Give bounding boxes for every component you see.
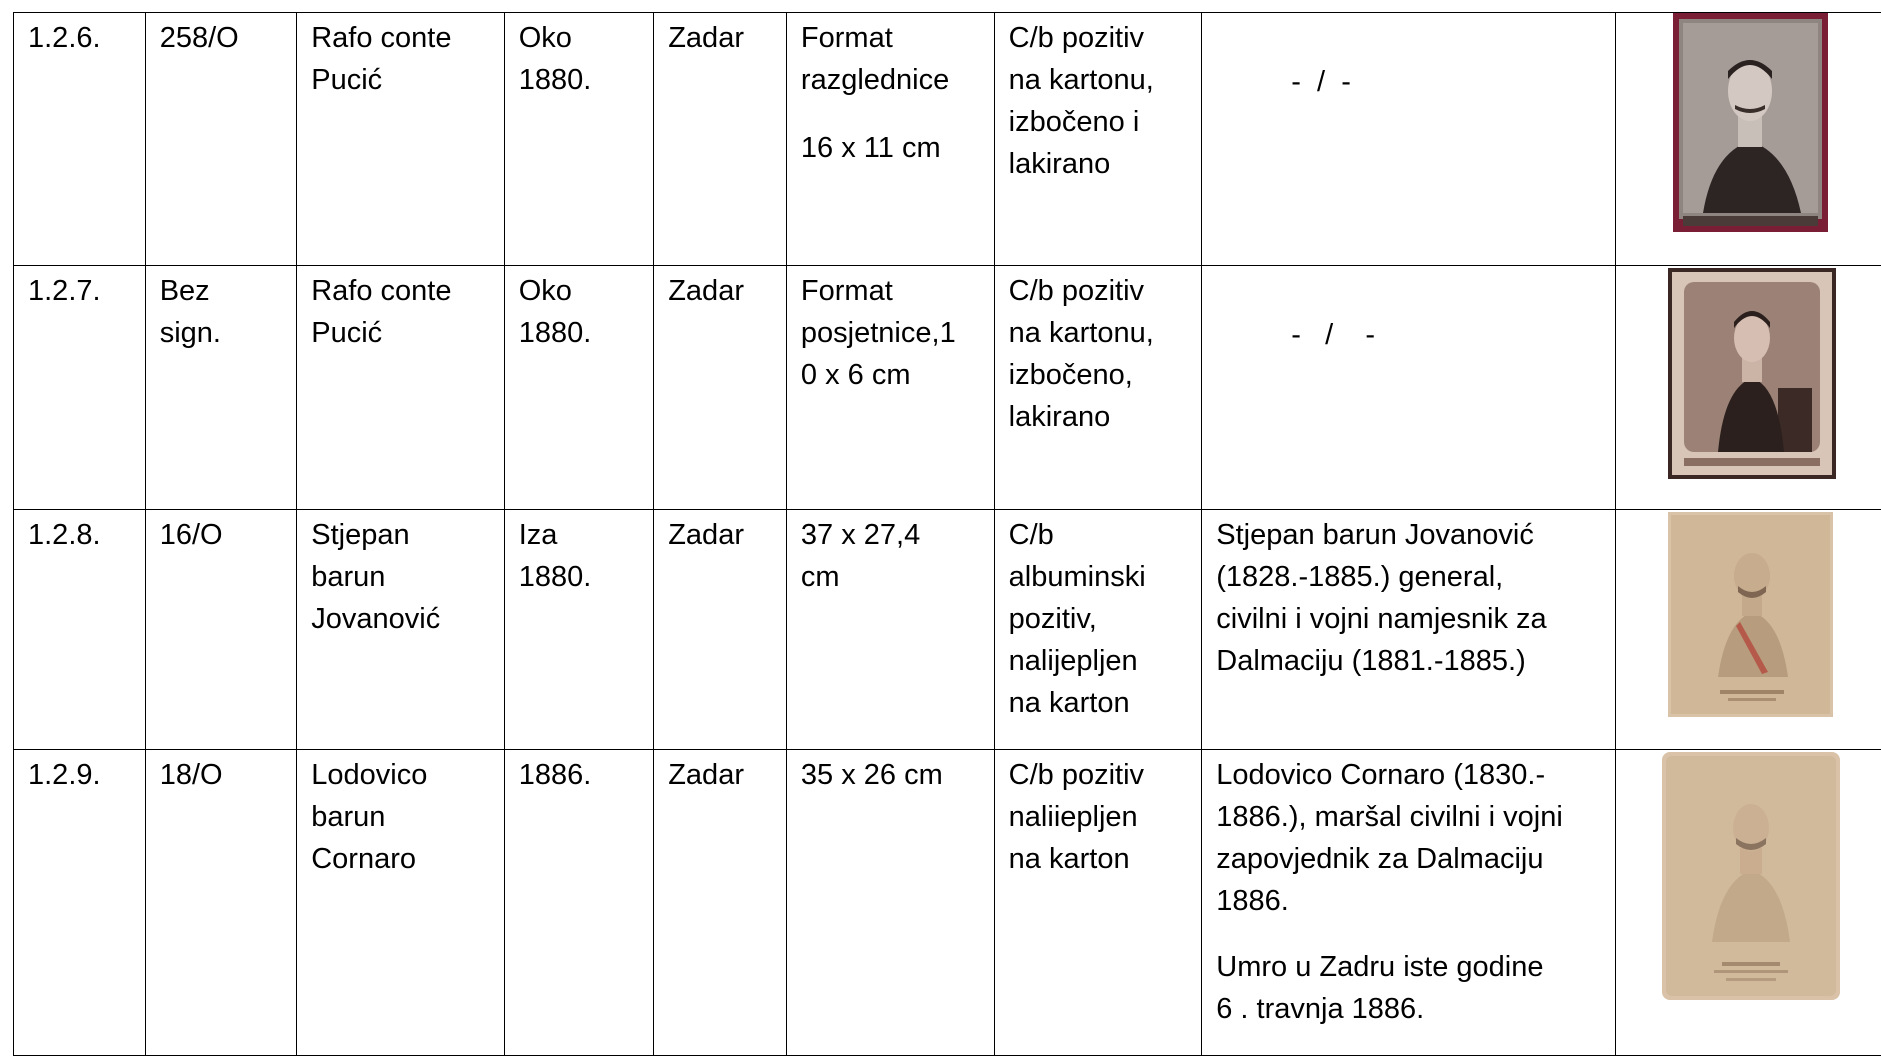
date-line: 1886. [519,754,640,796]
sign-line: Bez [160,270,283,312]
technique-line: albuminski [1009,556,1188,598]
note-line: Stjepan barun Jovanović [1216,514,1601,556]
note-line: Dalmaciju (1881.-1885.) [1216,640,1601,682]
cell-place: Zadar [654,750,787,1056]
cell-name [297,266,504,510]
table-row [14,266,1881,510]
format-line: posjetnice,1 [801,312,980,354]
date-line: Iza [519,514,640,556]
format-size: 16 x 11 cm [801,127,980,169]
technique-line: na karton [1009,682,1188,724]
cell-photo [1616,750,1881,1056]
note-placeholder: - / - [1202,266,1615,356]
note-paragraph [1216,754,1601,922]
technique-line: na karton [1009,838,1188,880]
sign-line: 16/O [160,514,283,556]
technique-line: pozitiv, [1009,598,1188,640]
cell-format [786,510,994,750]
technique-line: izbočeno i [1009,101,1188,143]
cell-place: Zadar [654,510,787,750]
cell-technique [994,13,1202,266]
cell-note [1202,13,1616,266]
note-line: Umro u Zadru iste godine [1216,946,1601,988]
technique-line: C/b pozitiv [1009,270,1188,312]
name-line: Pucić [311,59,489,101]
technique-line: C/b pozitiv [1009,754,1188,796]
cell-photo [1616,510,1881,750]
date-line: 1880. [519,312,640,354]
cell-note [1202,266,1616,510]
sign-line: 18/O [160,754,283,796]
sign-line: sign. [160,312,283,354]
cell-name [297,510,504,750]
cell-number: 1.2.7. [14,266,146,510]
technique-line: na kartonu, [1009,59,1188,101]
format-line: razglednice [801,59,980,101]
cell-date [504,266,654,510]
cell-note [1202,750,1616,1056]
portrait-photo-icon [1668,268,1836,479]
portrait-photo-icon [1673,13,1828,232]
format-line: 37 x 27,4 [801,514,980,556]
format-line: Format [801,17,980,59]
name-line: barun [311,796,489,838]
cell-photo [1616,266,1881,510]
format-line: cm [801,556,980,598]
cell-number: 1.2.6. [14,13,146,266]
cell-date [504,13,654,266]
technique-line: C/b [1009,514,1188,556]
note-line: Lodovico Cornaro (1830.- [1216,754,1601,796]
cell-signature [145,510,297,750]
cell-place: Zadar [654,13,787,266]
cell-number: 1.2.8. [14,510,146,750]
cell-technique [994,510,1202,750]
cell-date [504,510,654,750]
cell-place: Zadar [654,266,787,510]
name-line: Jovanović [311,598,489,640]
cell-format [786,750,994,1056]
note-line: (1828.-1885.) general, [1216,556,1601,598]
name-line: Lodovico [311,754,489,796]
note-line: 1886. [1216,880,1601,922]
catalog-table [13,12,1881,1056]
name-line: Cornaro [311,838,489,880]
table-row [14,510,1881,750]
table-row [14,13,1881,266]
technique-line: lakirano [1009,143,1188,185]
name-line: Rafo conte [311,17,489,59]
cell-technique [994,750,1202,1056]
name-line: Stjepan [311,514,489,556]
cell-date [504,750,654,1056]
technique-line: na kartonu, [1009,312,1188,354]
note-line: 6 . travnja 1886. [1216,988,1601,1030]
cell-format [786,13,994,266]
cell-number: 1.2.9. [14,750,146,1056]
format-line: 0 x 6 cm [801,354,980,396]
cell-note [1202,510,1616,750]
portrait-photo-icon [1668,512,1833,717]
cell-name [297,750,504,1056]
cell-technique [994,266,1202,510]
technique-line: C/b pozitiv [1009,17,1188,59]
sign-line: 258/O [160,17,283,59]
cell-format [786,266,994,510]
note-line: civilni i vojni namjesnik za [1216,598,1601,640]
note-line: 1886.), maršal civilni i vojni [1216,796,1601,838]
date-line: 1880. [519,59,640,101]
note-placeholder: - / - [1202,13,1615,103]
cell-signature [145,266,297,510]
technique-line: lakirano [1009,396,1188,438]
name-line: Pucić [311,312,489,354]
note-line: zapovjednik za Dalmaciju [1216,838,1601,880]
technique-line: izbočeno, [1009,354,1188,396]
note-paragraph [1216,946,1601,1030]
cell-photo [1616,13,1881,266]
date-line: Oko [519,270,640,312]
technique-line: naliiepljen [1009,796,1188,838]
format-line: 35 x 26 cm [801,754,980,796]
table-row [14,750,1881,1056]
technique-line: nalijepljen [1009,640,1188,682]
name-line: barun [311,556,489,598]
cell-name [297,13,504,266]
name-line: Rafo conte [311,270,489,312]
cell-signature [145,13,297,266]
cell-signature [145,750,297,1056]
format-line: Format [801,270,980,312]
date-line: 1880. [519,556,640,598]
date-line: Oko [519,17,640,59]
portrait-photo-icon [1662,752,1840,1000]
